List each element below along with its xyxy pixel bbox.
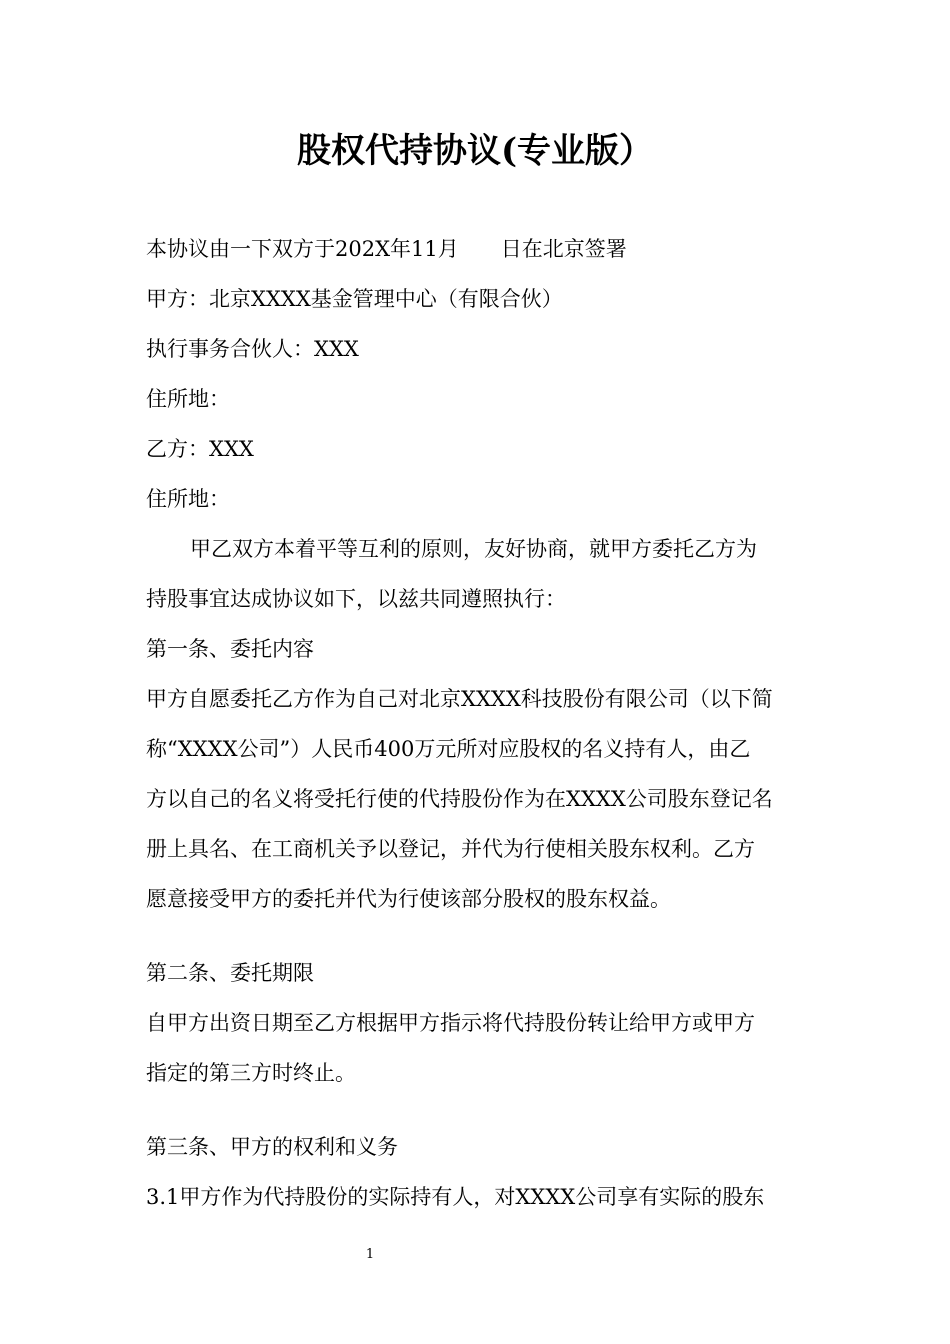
article-3-line: 3.1甲方作为代持股份的实际持有人，对XXXX公司享有实际的股东 — [146, 1185, 765, 1209]
party-a: 甲方：北京XXXX基金管理中心（有限合伙） — [146, 287, 563, 311]
signing-statement: 本协议由一下双方于202X年11月 日在北京签署 — [146, 237, 627, 261]
article-2-heading: 第二条、委托期限 — [146, 961, 314, 985]
document-title: 股权代持协议(专业版） — [296, 131, 654, 171]
page-number: 1 — [365, 1247, 375, 1262]
party-a-address: 住所地： — [146, 387, 230, 411]
party-b-address: 住所地： — [146, 487, 230, 511]
article-1-line: 愿意接受甲方的委托并代为行使该部分股权的股东权益。 — [146, 887, 671, 911]
article-3-heading: 第三条、甲方的权利和义务 — [146, 1135, 398, 1159]
article-1-line: 甲方自愿委托乙方作为自己对北京XXXX科技股份有限公司（以下简 — [146, 687, 773, 711]
preamble-line: 持股事宜达成协议如下，以兹共同遵照执行： — [146, 587, 566, 611]
article-2-line: 自甲方出资日期至乙方根据甲方指示将代持股份转让给甲方或甲方 — [146, 1011, 755, 1035]
preamble-line: 甲乙双方本着平等互利的原则，友好协商，就甲方委托乙方为 — [190, 537, 757, 561]
article-1-line: 称“XXXX公司”）人民币400万元所对应股权的名义持有人，由乙 — [146, 737, 751, 761]
article-1-heading: 第一条、委托内容 — [146, 637, 314, 661]
article-1-line: 册上具名、在工商机关予以登记，并代为行使相关股东权利。乙方 — [146, 837, 755, 861]
party-b: 乙方：XXX — [146, 437, 254, 461]
article-1-line: 方以自己的名义将受托行使的代持股份作为在XXXX公司股东登记名 — [146, 787, 773, 811]
managing-partner: 执行事务合伙人：XXX — [146, 337, 359, 361]
article-2-line: 指定的第三方时终止。 — [146, 1061, 356, 1085]
